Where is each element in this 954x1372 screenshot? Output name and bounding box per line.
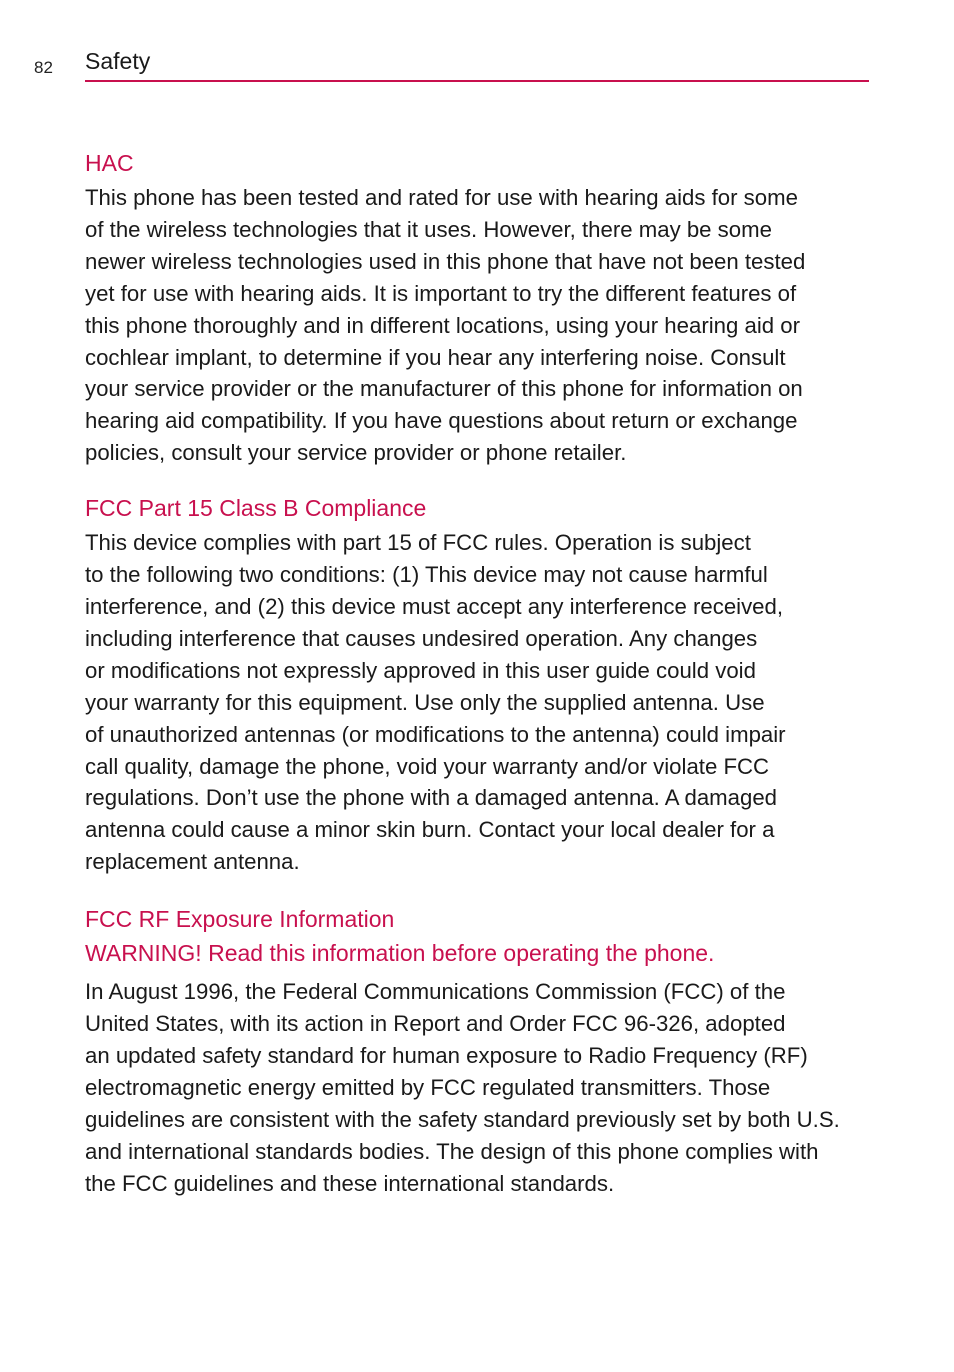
paragraph-line: yet for use with hearing aids. It is important to try the different features of xyxy=(85,280,797,306)
paragraph-line: This device complies with part 15 of FCC rules. Operation is subject xyxy=(85,530,751,556)
paragraph-line: guidelines are consistent with the safety standard previously set by both U.S. xyxy=(85,1106,840,1132)
paragraph-line: In August 1996, the Federal Communications Commission (FCC) of the xyxy=(85,979,786,1005)
paragraph-line: electromagnetic energy emitted by FCC regulated transmitters. Those xyxy=(85,1074,771,1100)
hac-paragraph xyxy=(85,182,875,469)
paragraph-line: or modifications not expressly approved in this user guide could void xyxy=(85,657,756,683)
page-number: 82 xyxy=(34,58,53,77)
section-header-title: Safety xyxy=(85,48,151,74)
hac-section xyxy=(85,146,875,469)
fcc-part15-heading: FCC Part 15 Class B Compliance xyxy=(85,495,427,522)
header-divider xyxy=(85,80,869,82)
fcc-part15-section xyxy=(85,491,875,878)
fcc-rf-warning: WARNING! Read this information before operating the phone. xyxy=(85,940,715,967)
paragraph-line: interference, and (2) this device must accept any interference received, xyxy=(85,593,784,619)
paragraph-line: to the following two conditions: (1) This device may not cause harmful xyxy=(85,562,768,588)
paragraph-line: regulations. Don’t use the phone with a damaged antenna. A damaged xyxy=(85,785,778,811)
paragraph-line: newer wireless technologies used in this phone that have not been tested xyxy=(85,248,806,274)
paragraph-line: hearing aid compatibility. If you have questions about return or exchange xyxy=(85,408,798,434)
page-content xyxy=(85,146,875,1199)
fcc-rf-heading: FCC RF Exposure Information xyxy=(85,906,395,933)
paragraph-line: antenna could cause a minor skin burn. Contact your local dealer for a xyxy=(85,817,775,843)
paragraph-line: replacement antenna. xyxy=(85,849,300,875)
fcc-rf-paragraph xyxy=(85,976,875,1199)
paragraph-line: your warranty for this equipment. Use only the supplied antenna. Use xyxy=(85,689,765,715)
paragraph-line: policies, consult your service provider or phone retailer. xyxy=(85,440,627,466)
paragraph-line: This phone has been tested and rated for use with hearing aids for some xyxy=(85,185,798,210)
hac-heading: HAC xyxy=(85,150,134,176)
paragraph-line: this phone thoroughly and in different locations, using your hearing aid or xyxy=(85,312,800,338)
fcc-rf-section xyxy=(85,902,875,1199)
paragraph-line: of the wireless technologies that it uses. However, there may be some xyxy=(85,216,772,242)
fcc-part15-paragraph xyxy=(85,527,875,878)
paragraph-line: including interference that causes undesired operation. Any changes xyxy=(85,625,758,651)
paragraph-line: United States, with its action in Report and Order FCC 96-326, adopted xyxy=(85,1011,786,1037)
paragraph-line: your service provider or the manufacturer of this phone for information on xyxy=(85,376,803,402)
paragraph-line: of unauthorized antennas (or modifications to the antenna) could impair xyxy=(85,721,786,747)
paragraph-line: an updated safety standard for human exposure to Radio Frequency (RF) xyxy=(85,1042,808,1068)
paragraph-line: and international standards bodies. The design of this phone complies with xyxy=(85,1138,819,1164)
paragraph-line: cochlear implant, to determine if you hear any interfering noise. Consult xyxy=(85,344,786,370)
paragraph-line: the FCC guidelines and these international standards. xyxy=(85,1170,615,1196)
paragraph-line: call quality, damage the phone, void your warranty and/or violate FCC xyxy=(85,753,770,779)
